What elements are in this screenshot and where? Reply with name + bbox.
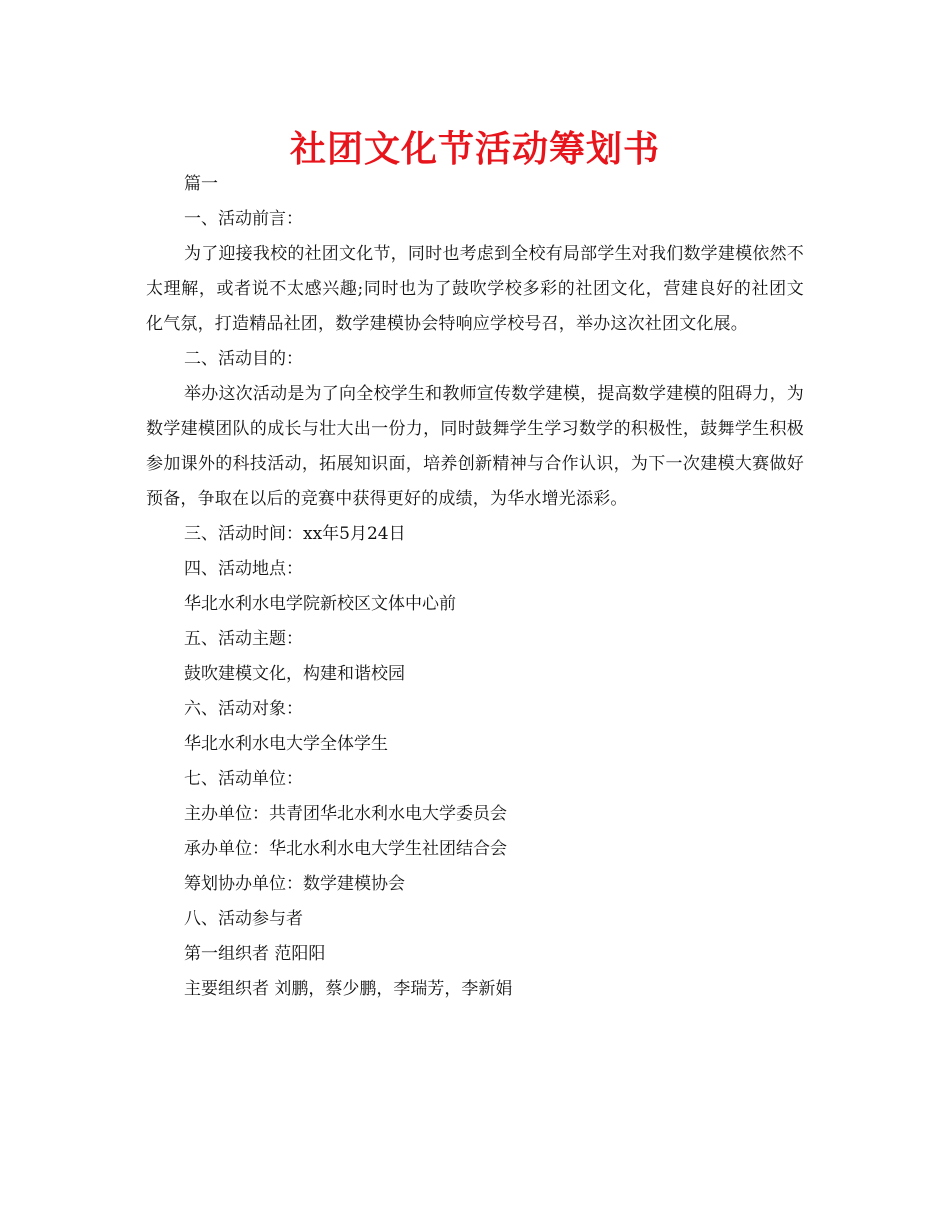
audience-value: 华北水利水电大学全体学生 bbox=[184, 734, 388, 754]
location-value: 华北水利水电学院新校区文体中心前 bbox=[184, 594, 456, 614]
document-title: 社团文化节活动筹划书 bbox=[289, 129, 660, 170]
first-organizer: 第一组织者 范阳阳 bbox=[184, 944, 326, 964]
heading-foreword: 一、活动前言： bbox=[184, 209, 303, 229]
theme-value: 鼓吹建模文化，构建和谐校园 bbox=[184, 664, 405, 684]
co-organizer-unit: 筹划协办单位：数学建模协会 bbox=[184, 874, 405, 894]
heading-participants: 八、活动参与者 bbox=[184, 909, 303, 929]
organizer-unit: 承办单位：华北水利水电大学生社团结合会 bbox=[184, 839, 507, 859]
heading-theme: 五、活动主题： bbox=[184, 629, 303, 649]
heading-location: 四、活动地点： bbox=[184, 559, 303, 579]
heading-audience: 六、活动对象： bbox=[184, 699, 303, 719]
host-unit: 主办单位：共青团华北水利水电大学委员会 bbox=[184, 804, 507, 824]
paragraph-foreword: 为了迎接我校的社团文化节，同时也考虑到全校有局部学生对我们数学建模依然不太理解，或者说不太感兴趣;同时也为了鼓吹学校多彩的社团文化，营建良好的社团文化气氛，打造精品社团，数学建模协会特响应学校号召，举办这次社团文化展。 bbox=[146, 244, 804, 334]
section-label: 篇一 bbox=[184, 174, 218, 194]
heading-purpose: 二、活动目的： bbox=[184, 349, 303, 369]
paragraph-purpose: 举办这次活动是为了向全校学生和教师宣传数学建模，提高数学建模的阻碍力，为数学建模团队的成长与壮大出一份力，同时鼓舞学生学习数学的积极性，鼓舞学生积极参加课外的科技活动，拓展知识面，培养创新精神与合作认识，为下一次建模大赛做好预备，争取在以后的竞赛中获得更好的成绩，为华水增光添彩。 bbox=[146, 384, 804, 509]
heading-time: 三、活动时间：xx年5月24日 bbox=[184, 524, 406, 544]
main-organizers: 主要组织者 刘鹏，蔡少鹏，李瑞芳，李新娟 bbox=[184, 979, 513, 999]
document-body bbox=[146, 167, 804, 1007]
heading-units: 七、活动单位： bbox=[184, 769, 303, 789]
